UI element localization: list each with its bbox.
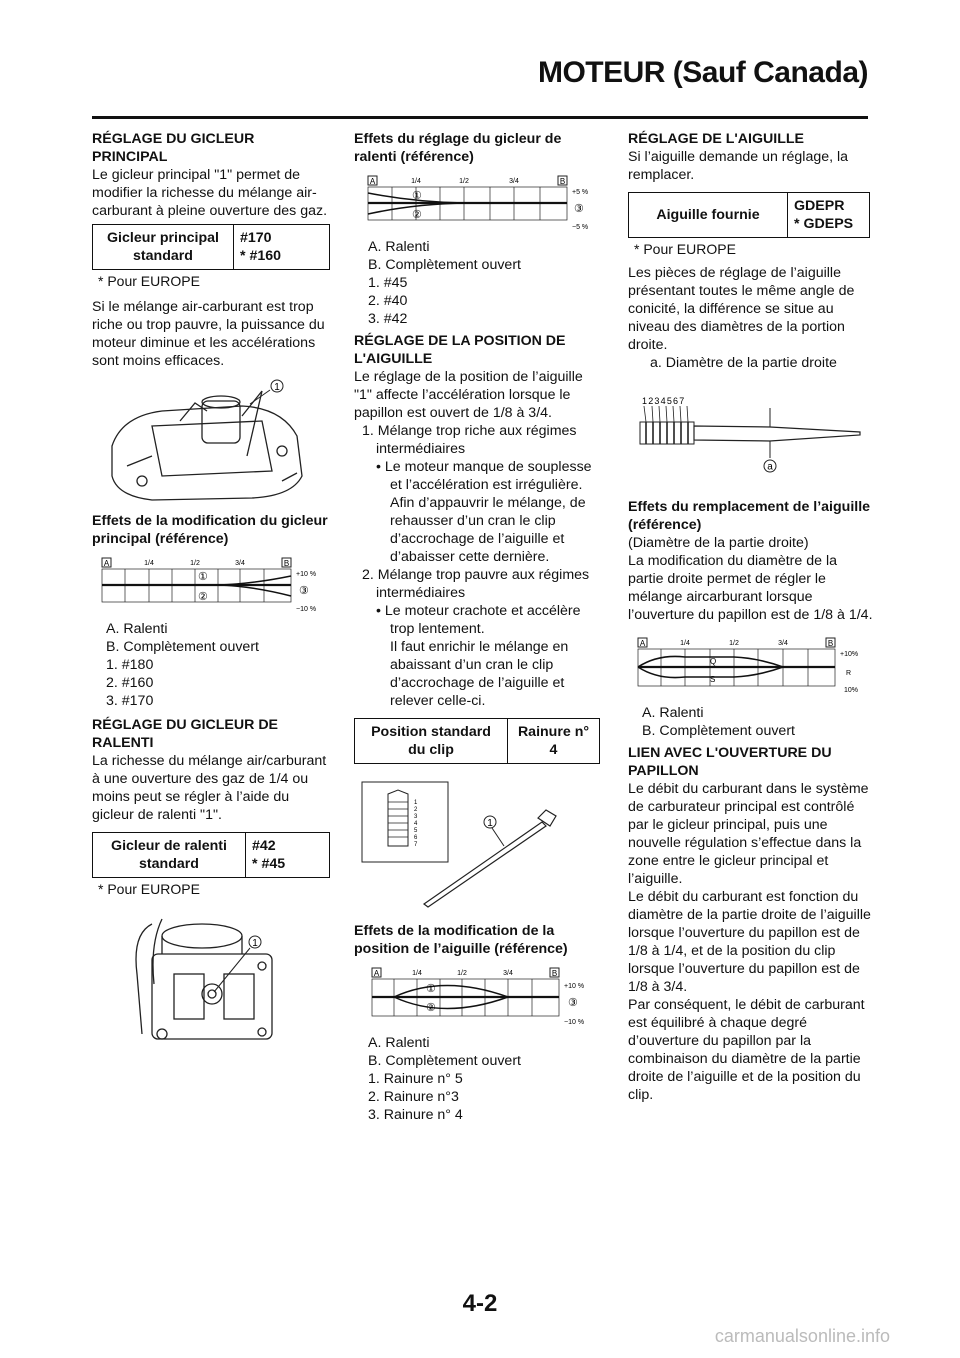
- tick-3-4: 3/4: [509, 178, 519, 185]
- series-2-label: ②: [426, 1002, 436, 1014]
- graph-minus: −5 %: [572, 224, 589, 231]
- graph-label-a: A: [373, 969, 380, 978]
- list-item: 3. #170: [106, 693, 154, 709]
- graph-label-b: B: [551, 969, 558, 978]
- series-1-label: ①: [198, 571, 208, 583]
- pilot-jet-graph: [354, 172, 594, 232]
- graph-title: Effets du réglage du gicleur de ralenti (référence): [354, 131, 562, 165]
- series-2-label: ②: [412, 209, 422, 221]
- paragraph: Le débit du carburant est fonction du diamètre de la partie droite de l’aiguille lorsque l’ouverture du papillon est de 1/8 à 1/4, et de la position du clip lorsque l’ouverture du papillon est de 1/8 à 3/4.: [628, 889, 871, 995]
- table-label: Aiguille fournie: [629, 193, 788, 238]
- list-item: 2. Rainure n°3: [368, 1089, 459, 1105]
- callout-label: a: [767, 461, 773, 473]
- legend-list: [628, 704, 874, 740]
- callout-label: 1: [252, 938, 258, 949]
- tick-1-4: 1/4: [144, 560, 154, 567]
- series-r-label: R: [846, 670, 852, 677]
- list-item: 1. Rainure n° 5: [368, 1071, 463, 1087]
- series-3-label: ③: [568, 997, 578, 1009]
- tick-1-2: 1/2: [729, 640, 739, 647]
- list-item: 2. #160: [106, 675, 154, 691]
- value-1: #42: [252, 838, 276, 854]
- tick-1-2: 1/2: [459, 178, 469, 185]
- graph-label-a: A: [639, 639, 646, 648]
- table-value: [246, 833, 330, 878]
- pilot-jet-illustration: [92, 914, 328, 1054]
- clip-groove-label: 7: [414, 842, 418, 848]
- header-rule: [92, 116, 868, 119]
- watermark: carmanualsonline.info: [714, 1326, 890, 1346]
- section-title-pilot-jet: RÉGLAGE DU GICLEUR DE RALENTI: [92, 717, 279, 751]
- series-1-label: ①: [426, 983, 436, 995]
- needle-position-graph: [354, 964, 594, 1028]
- list-item: A. Ralenti: [368, 239, 430, 255]
- clip-groove-label: 2: [414, 807, 418, 813]
- graph-label-b: B: [827, 639, 834, 648]
- list-item: a. Diamètre de la partie droite: [650, 355, 837, 371]
- callout-label: 1: [274, 382, 280, 393]
- paragraph: Le débit du carburant dans le système de carburateur principal est contrôlé par le gicleur principal, puis une nouvelle régulation s’effectue dans la zone entre le gicleur principal et l’aiguille.: [628, 781, 869, 887]
- graph-title: Effets du remplacement de l’aiguille (référence): [628, 499, 871, 533]
- tick-3-4: 3/4: [503, 970, 513, 977]
- section-title-needle: RÉGLAGE DE L'AIGUILLE: [628, 131, 804, 147]
- column-left: [92, 130, 332, 1060]
- clip-groove-label: 1: [414, 800, 418, 806]
- table-label: Position standard du clip: [355, 719, 508, 764]
- series-q-label: Q: [710, 657, 717, 666]
- numbered-item: 1. Mélange trop riche aux régimes intermédiaires: [362, 423, 577, 457]
- legend-list: [92, 620, 332, 710]
- paragraph: Le gicleur principal "1" permet de modifier la richesse du mélange air-carburant à pleine ouverture des gaz.: [92, 167, 328, 219]
- paragraph: Si l’aiguille demande un réglage, la remplacer.: [628, 149, 849, 183]
- tick-1-2: 1/2: [190, 560, 200, 567]
- table-value: [234, 225, 330, 270]
- legend-list: [354, 238, 602, 328]
- graph-label-b: B: [559, 177, 566, 186]
- value-1: #170: [240, 230, 272, 246]
- paragraph: La modification du diamètre de la partie droite permet de régler le mélange aircarburant lorsque l’ouverture du papillon est de 1/8 à 1/4.: [628, 553, 873, 623]
- table-label: Gicleur principal standard: [93, 225, 234, 270]
- paragraph: Il faut enrichir le mélange en abaissant d’un cran le clip d’accrochage de l’aiguille et relever celle-ci.: [390, 639, 569, 709]
- spec-table-clip-position: [354, 718, 600, 764]
- clip-groove-label: 5: [414, 828, 418, 834]
- graph-plus: +5 %: [572, 189, 589, 196]
- paragraph: Si le mélange air-carburant est trop riche ou trop pauvre, la puissance du moteur diminue et les accélérations sont moins efficaces.: [92, 299, 325, 369]
- table-note: * Pour EUROPE: [98, 273, 200, 289]
- paragraph: Afin d’appauvrir le mélange, de rehausser d’un cran le clip d’accrochage de l’aiguille et d’abaisser cette dernière.: [390, 495, 586, 565]
- table-note: * Pour EUROPE: [98, 881, 200, 897]
- bullet-item: • Le moteur manque de souplesse et l’accélération est irrégulière.: [376, 459, 592, 493]
- list-item: 2. #40: [368, 293, 408, 309]
- list-item: B. Complètement ouvert: [106, 639, 259, 655]
- graph-plus: +10 %: [564, 983, 585, 990]
- clip-groove-label: 4: [414, 821, 418, 827]
- legend-list: [354, 1034, 602, 1124]
- table-note: * Pour EUROPE: [634, 241, 736, 257]
- spec-table-needle: [628, 192, 870, 238]
- list-item: B. Complètement ouvert: [642, 723, 795, 739]
- column-middle: [354, 130, 602, 1124]
- graph-plus: +10%: [840, 651, 859, 658]
- carburetor-illustration: [92, 376, 328, 506]
- list-item: B. Complètement ouvert: [368, 1053, 521, 1069]
- tick-3-4: 3/4: [235, 560, 245, 567]
- clip-groove-label: 3: [414, 814, 418, 820]
- value-2: * GDEPS: [794, 216, 854, 232]
- paragraph: Le réglage de la position de l’aiguille "1" affecte l’accélération lorsque le papillon est ouvert de 1/8 à 3/4.: [354, 369, 583, 421]
- value-2: * #160: [240, 248, 282, 264]
- list-item: A. Ralenti: [106, 621, 168, 637]
- graph-label-a: A: [369, 177, 376, 186]
- series-2-label: ②: [198, 591, 208, 603]
- table-value: Rainure n° 4: [508, 719, 600, 764]
- page-title: MOTEUR (Sauf Canada): [537, 56, 868, 89]
- clip-groove-label: 6: [414, 835, 418, 841]
- section-title-needle-position: RÉGLAGE DE LA POSITION DE L'AIGUILLE: [354, 333, 566, 367]
- main-jet-graph: [92, 554, 328, 614]
- tick-1-4: 1/4: [411, 178, 421, 185]
- graph-minus: −10 %: [296, 606, 317, 613]
- tick-1-4: 1/4: [680, 640, 690, 647]
- list-item: A. Ralenti: [368, 1035, 430, 1051]
- paragraph: Les pièces de réglage de l’aiguille présentant toutes le même angle de conicité, la différence se situe au niveau des diamètres de la portion droite.: [628, 265, 855, 353]
- page-number: 4-2: [462, 1290, 498, 1317]
- tick-1-4: 1/4: [412, 970, 422, 977]
- table-label: Gicleur de ralenti standard: [93, 833, 246, 878]
- spec-table-main-jet: [92, 224, 330, 270]
- tick-1-2: 1/2: [457, 970, 467, 977]
- needle-replacement-graph: [628, 634, 870, 698]
- groove-numbers: 1234567: [642, 396, 686, 406]
- paragraph: La richesse du mélange air/carburant à une ouverture des gaz de 1/4 ou moins peut se régler à l’aide du gicleur de ralenti "1".: [92, 753, 327, 823]
- series-s-label: S: [710, 675, 716, 684]
- graph-minus: 10%: [844, 687, 859, 694]
- column-right: [628, 130, 874, 1104]
- tick-3-4: 3/4: [778, 640, 788, 647]
- list-item: 3. Rainure n° 4: [368, 1107, 463, 1123]
- list-item: 3. #42: [368, 311, 408, 327]
- section-title-throttle-link: LIEN AVEC L'OUVERTURE DU PAPILLON: [628, 745, 832, 779]
- value-2: * #45: [252, 856, 286, 872]
- series-3-label: ③: [574, 203, 584, 215]
- section-title-main-jet: RÉGLAGE DU GICLEUR PRINCIPAL: [92, 131, 255, 165]
- list-item: A. Ralenti: [642, 705, 704, 721]
- spec-table-pilot-jet: [92, 832, 330, 878]
- graph-minus: −10 %: [564, 1019, 585, 1026]
- table-value: [788, 193, 870, 238]
- numbered-item: 2. Mélange trop pauvre aux régimes intermédiaires: [362, 567, 590, 601]
- graph-plus: +10 %: [296, 571, 317, 578]
- needle-diameter-illustration: [628, 380, 870, 480]
- graph-title: Effets de la modification de la position de l’aiguille (référence): [354, 923, 568, 957]
- callout-label: 1: [487, 818, 493, 829]
- graph-label-b: B: [283, 559, 290, 568]
- series-3-label: ③: [299, 585, 309, 597]
- list-item: 1. #45: [368, 275, 408, 291]
- paragraph: Par conséquent, le débit de carburant est équilibré à chaque degré d’ouverture du papillon par la combinaison du diamètre de la partie droite de l’aiguille et de la position du clip.: [628, 997, 865, 1103]
- needle-clip-illustration: [354, 776, 600, 916]
- graph-label-a: A: [103, 559, 110, 568]
- list-item: B. Complètement ouvert: [368, 257, 521, 273]
- value-1: GDEPR: [794, 198, 845, 214]
- series-1-label: ①: [412, 190, 422, 202]
- graph-title: Effets de la modification du gicleur principal (référence): [92, 513, 328, 547]
- graph-subtitle: (Diamètre de la partie droite): [628, 535, 809, 551]
- bullet-item: • Le moteur crachote et accélère trop lentement.: [376, 603, 581, 637]
- list-item: 1. #180: [106, 657, 154, 673]
